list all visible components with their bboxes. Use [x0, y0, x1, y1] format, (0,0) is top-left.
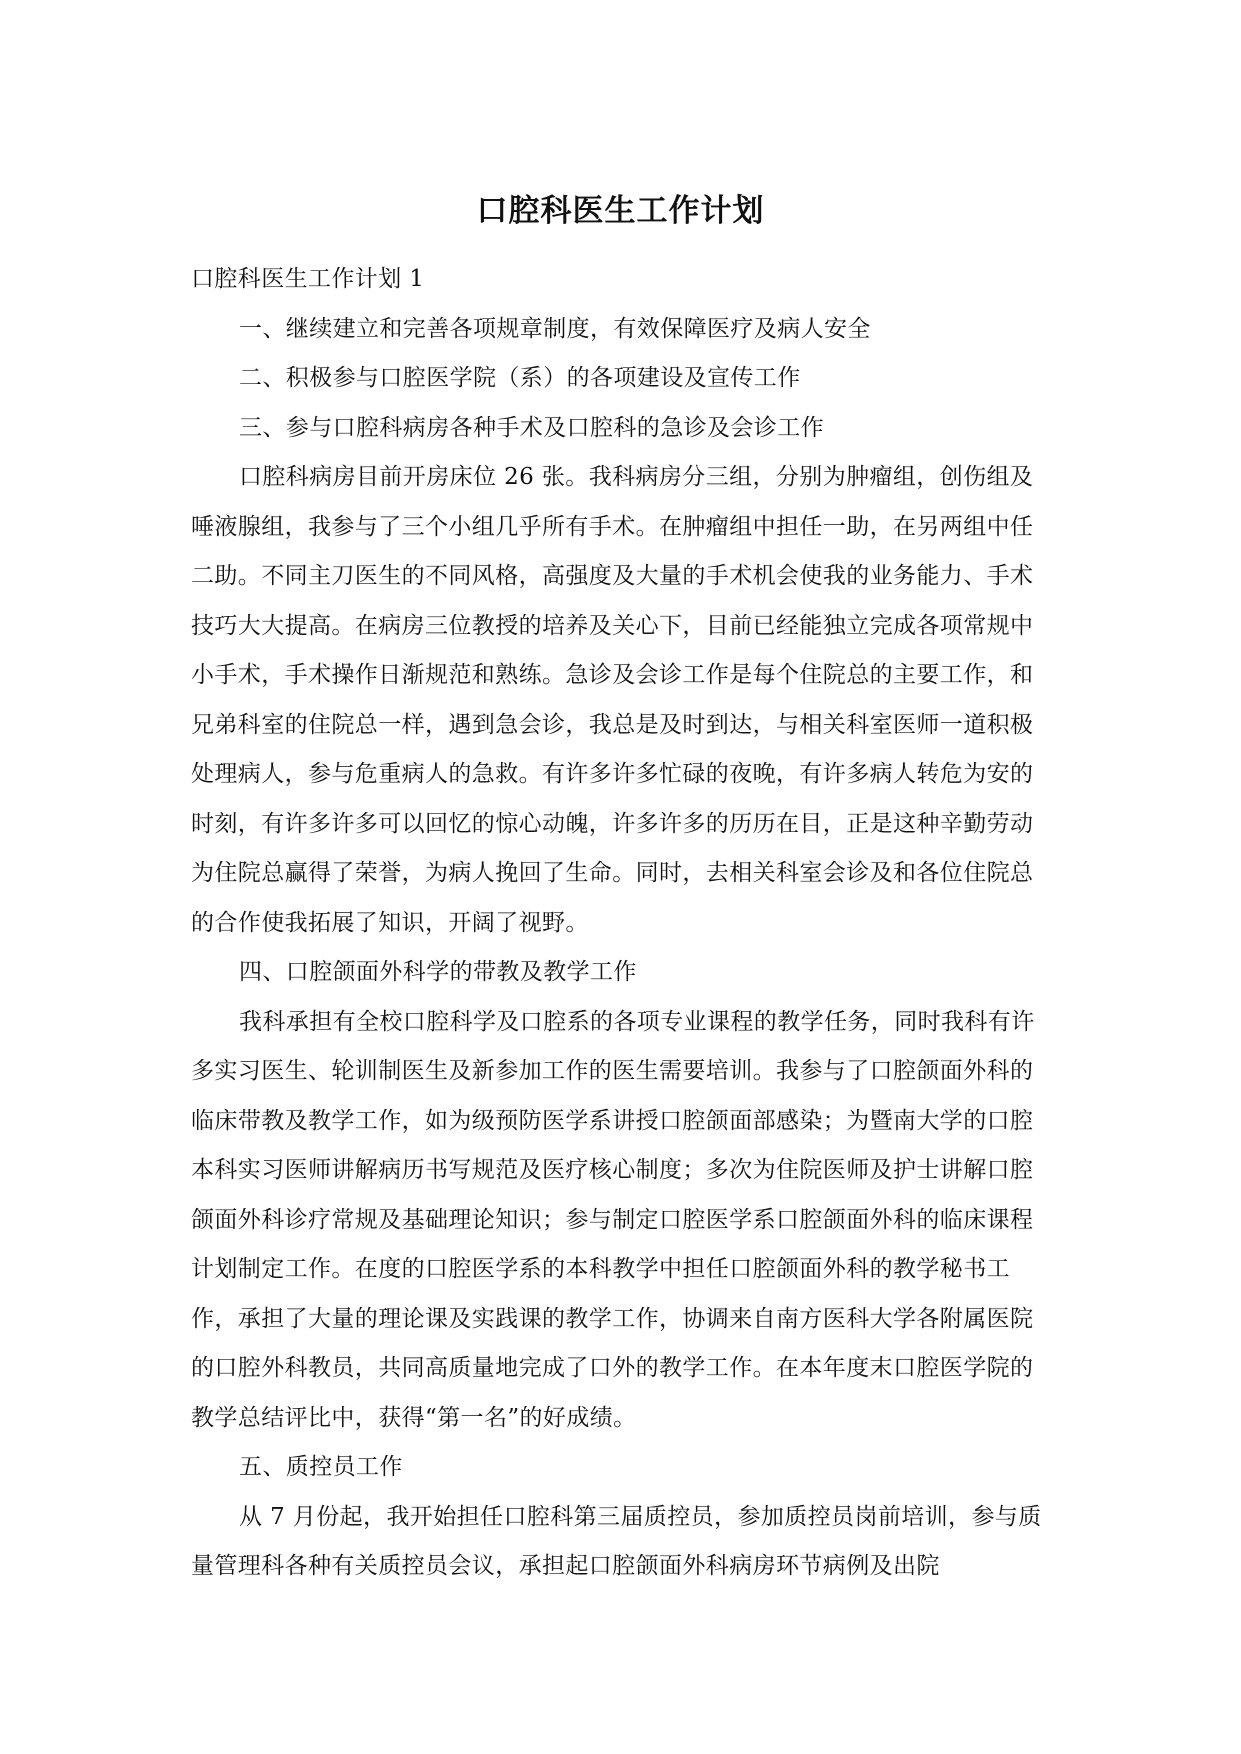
- paragraph-5: 四、口腔颌面外科学的带教及教学工作: [239, 959, 637, 985]
- paragraph-7: 五、质控员工作: [239, 1454, 403, 1480]
- paragraph-6: 我科承担有全校口腔科学及口腔系的各项专业课程的教学任务，同时我科有许多实习医生、轮训制医生及新参加工作的医生需要培训。我参与了口腔颌面外科的临床带教及教学工作，如为级预防医学系讲授口腔颌面部感染；为暨南大学的口腔本科实习医师讲解病历书写规范及医疗核心制度；多次为住院医师及护士讲解口腔颌面外科诊疗常规及基础理论知识；参与制定口腔医学系口腔颌面外科的临床课程计划制定工作。在度的口腔医学系的本科教学中担任口腔颌面外科的教学秘书工作，承担了大量的理论课及实践课的教学工作，协调来自南方医科大学各附属医院的口腔外科教员，共同高质量地完成了口外的教学工作。在本年度末口腔医学院的教学总结评比中，获得“第一名”的好成绩。: [191, 1008, 1035, 1431]
- document-title: 口腔科医生工作计划: [476, 193, 765, 229]
- section-heading: 口腔科医生工作计划 1: [191, 266, 425, 292]
- paragraph-2: 二、积极参与口腔医学院（系）的各项建设及宣传工作: [239, 365, 801, 391]
- document-body: [191, 255, 1051, 1592]
- paragraph-1: 一、继续建立和完善各项规章制度，有效保障医疗及病人安全: [239, 315, 871, 342]
- paragraph-8: 从 7 月份起，我开始担任口腔科第三届质控员，参加质控员岗前培训，参与质量管理科各种有关质控员会议，承担起口腔颌面外科病房环节病例及出院: [191, 1503, 1042, 1579]
- paragraph-3: 三、参与口腔科病房各种手术及口腔科的急诊及会诊工作: [239, 414, 824, 441]
- paragraph-4: 口腔科病房目前开房床位 26 张。我科病房分三组，分别为肿瘤组，创伤组及唾液腺组，我参与了三个小组几乎所有手术。在肿瘤组中担任一助，在另两组中任二助。不同主刀医生的不同风格，高强度及大量的手术机会使我的业务能力、手术技巧大大提高。在病房三位教授的培养及关心下，目前已经能独立完成各项常规中小手术，手术操作日渐规范和熟练。急诊及会诊工作是每个住院总的主要工作，和兄弟科室的住院总一样，遇到急会诊，我总是及时到达，与相关科室医师一道积极处理病人，参与危重病人的急救。有许多许多忙碌的夜晚，有许多病人转危为安的时刻，有许多许多可以回忆的惊心动魄，许多许多的历历在目，正是这种辛勤劳动为住院总赢得了荣誉，为病人挽回了生命。同时，去相关科室会诊及和各位住院总的合作使我拓展了知识，开阔了视野。: [191, 464, 1034, 936]
